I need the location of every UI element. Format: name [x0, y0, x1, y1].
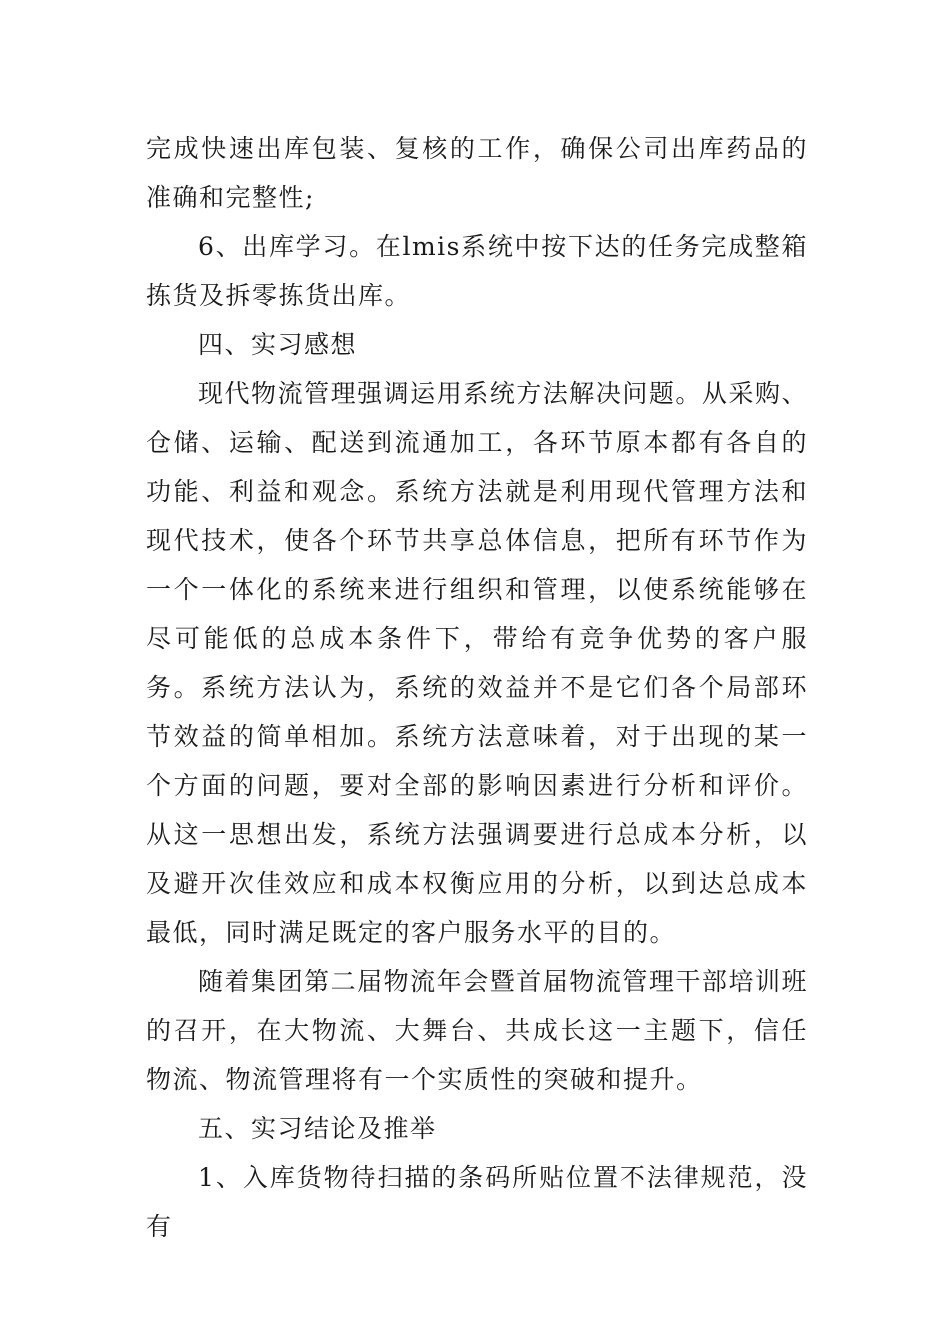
paragraph-item-6: 6、出库学习。在lmis系统中按下达的任务完成整箱拣货及拆零拣货出库。: [146, 232, 808, 310]
paragraph-systems-method: 现代物流管理强调运用系统方法解决问题。从采购、仓储、运输、配送到流通加工，各环节原本都有各自的功能、利益和观念。系统方法就是利用现代管理方法和现代技术，使各个环节共享总体信息，把所有环节作为一个一体化的系统来进行组织和管理，以使系统能够在尽可能低的总成本条件下，带给有竞争优势的客户服务。系统方法认为，系统的效益并不是它们各个局部环节效益的简单相加。系统方法意味着，对于出现的某一个方面的问题，要对全部的影响因素进行分析和评价。从这一思想出发，系统方法强调要进行总成本分析，以及避开次佳效应和成本权衡应用的分析，以到达总成本最低，同时满足既定的客户服务水平的目的。: [146, 379, 808, 947]
document-body: [146, 124, 808, 1251]
paragraph-item-1: 1、入库货物待扫描的条码所贴位置不法律规范，没有: [146, 1163, 808, 1241]
paragraph-continuation: 完成快速出库包装、复核的工作，确保公司出库药品的准确和完整性;: [146, 134, 808, 212]
section-heading-5: 五、实习结论及推举: [198, 1114, 437, 1143]
paragraph-logistics-conference: 随着集团第二届物流年会暨首届物流管理干部培训班的召开，在大物流、大舞台、共成长这一主题下，信任物流、物流管理将有一个实质性的突破和提升。: [146, 967, 808, 1094]
section-heading-4: 四、实习感想: [198, 330, 358, 359]
